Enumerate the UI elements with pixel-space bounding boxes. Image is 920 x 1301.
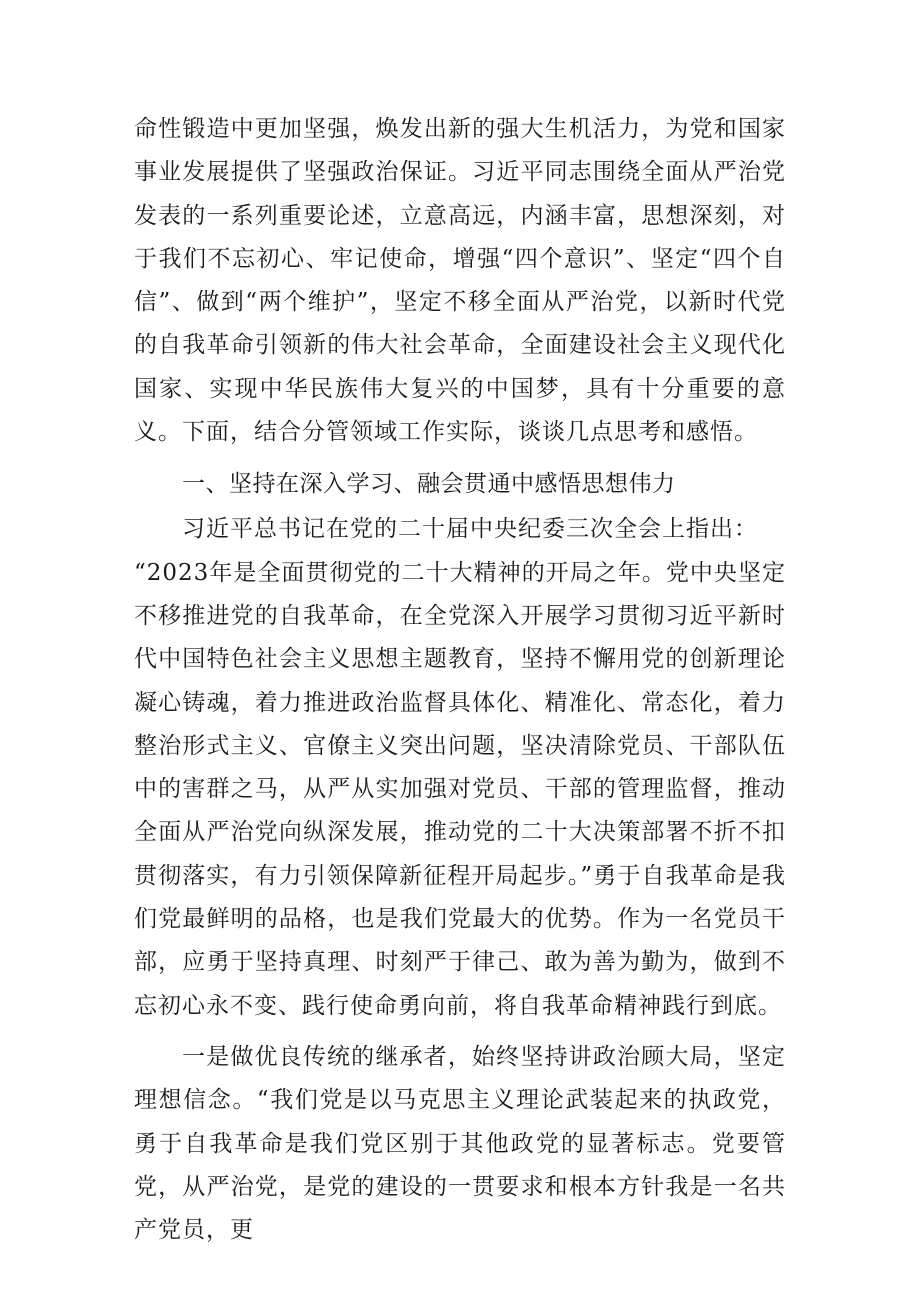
paragraph-quote: “2023年是全面贯彻党的二十大精神的开局之年。党中央坚定不移推进党的自我革命，在全党深入开展学习贯彻习近平新时代中国特色社会主义思想主题教育，坚持不懈用党的创新理论凝心铸魂，着力推进政治监督具体化、精准化、常态化，着力整治形式主义、官僚主义突出问题，坚决清除党员、干部队伍中的害群之马，从严从实加强对党员、干部的管理监督，推动全面从严治党向纵深发展，推动党的二十大决策部署不折不扣贯彻落实，有力引领保障新征程开局起步。”勇于自我革命是我们党最鲜明的品格，也是我们党最大的优势。作为一名党员干部，应勇于坚持真理、时刻严于律己、敢为善为勤为，做到不忘初心永不变、践行使命勇向前，将自我革命精神践行到底。 <box>134 559 786 1019</box>
paragraph-spacer <box>134 1028 786 1036</box>
paragraph-lead: 习近平总书记在党的二十届中央纪委三次全会上指出： <box>182 516 758 543</box>
paragraph-point-one: 一是做优良传统的继承者，始终坚持讲政治顾大局，坚定理想信念。“我们党是以马克思主义理论武装起来的执政党，勇于自我革命是我们党区别于其他政党的显著标志。党要管党，从严治党，是党的建设的一贯要求和根本方针我是一名共产党员，更 <box>134 1043 786 1244</box>
paragraph-continuation: 命性锻造中更加坚强，焕发出新的强大生机活力，为党和国家事业发展提供了坚强政治保证。习近平同志围绕全面从严治党发表的一系列重要论述，立意高远，内涵丰富，思想深刻，对于我们不忘初心、牢记使命，增强“四个意识”、坚定“四个自信”、做到“两个维护”，坚定不移全面从严治党，以新时代党的自我革命引领新的伟大社会革命，全面建设社会主义现代化国家、实现中华民族伟大复兴的中国梦，具有十分重要的意义。下面，结合分管领域工作实际，谈谈几点思考和感悟。 <box>134 116 786 446</box>
section-heading: 一、坚持在深入学习、融会贯通中感悟思想伟力 <box>182 471 676 498</box>
